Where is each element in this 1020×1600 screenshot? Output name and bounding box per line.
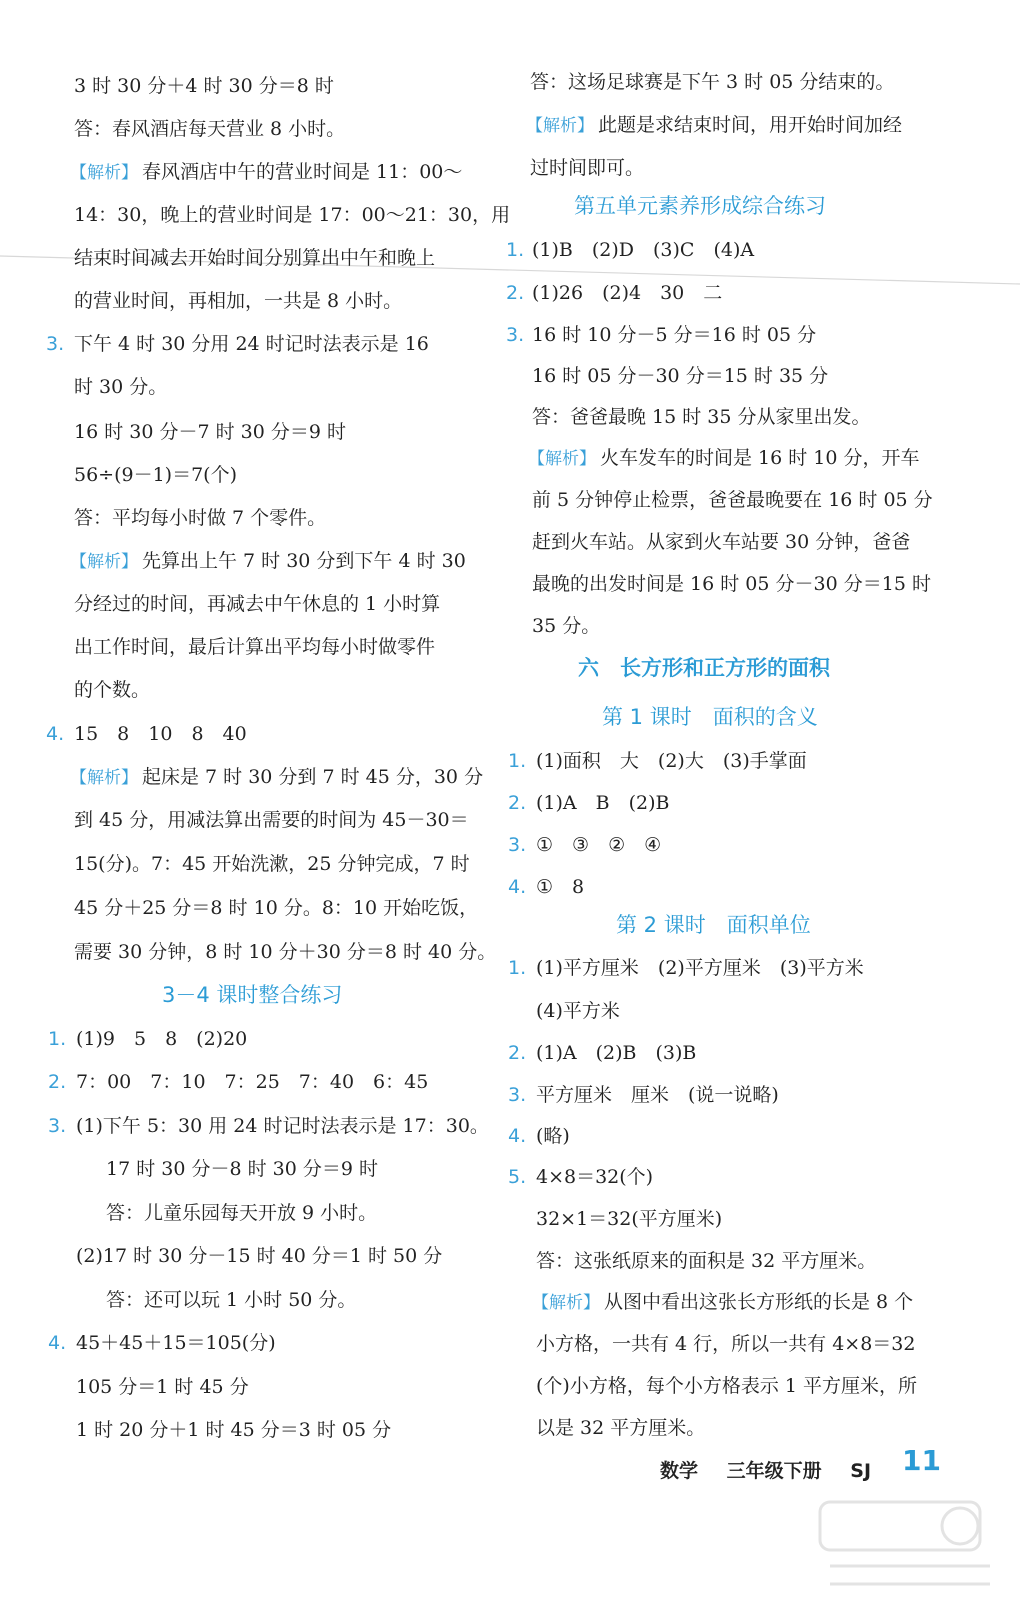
text-line: (略) bbox=[536, 1125, 570, 1147]
question-number: 4. bbox=[48, 1332, 67, 1354]
question-number: 4. bbox=[508, 876, 527, 898]
question-number: 3. bbox=[46, 333, 65, 355]
analysis-tag: 【解析】 bbox=[526, 116, 594, 136]
analysis-line bbox=[70, 763, 483, 792]
text-line: (个)小方格，每个小方格表示 1 平方厘米，所 bbox=[536, 1375, 917, 1397]
analysis-line bbox=[526, 111, 902, 140]
footer-grade: 三年级下册 bbox=[726, 1460, 822, 1482]
text-line: ① 8 bbox=[536, 876, 585, 898]
question-number: 3. bbox=[48, 1115, 67, 1137]
question-number: 1. bbox=[508, 957, 527, 979]
text-line: 32×1＝32(平方厘米) bbox=[536, 1208, 723, 1230]
footer-subject: 数学 bbox=[660, 1460, 699, 1482]
text-line: 赶到火车站。从家到火车站要 30 分钟，爸爸 bbox=[532, 531, 911, 553]
text-line: (1)下午 5：30 用 24 时记时法表示是 17：30。 bbox=[76, 1115, 489, 1137]
text-line: 4×8＝32(个) bbox=[536, 1166, 654, 1188]
question-number: 2. bbox=[508, 1042, 527, 1064]
text-line: 45 分＋25 分＝8 时 10 分。8：10 开始吃饭， bbox=[74, 897, 479, 919]
text-line: 到 45 分，用减法算出需要的时间为 45－30＝ bbox=[74, 809, 469, 831]
section-heading: 3－4 课时整合练习 bbox=[162, 983, 343, 1007]
text-line: 16 时 05 分－30 分＝15 时 35 分 bbox=[532, 365, 829, 387]
text-line: 1 时 20 分＋1 时 45 分＝3 时 05 分 bbox=[76, 1419, 392, 1441]
question-number: 1. bbox=[506, 239, 525, 261]
text-line: 45＋45＋15＝105(分) bbox=[76, 1332, 276, 1354]
page-footer bbox=[660, 1456, 893, 1483]
text-line: 结束时间减去开始时间分别算出中午和晚上 bbox=[74, 247, 436, 269]
question-number: 2. bbox=[48, 1071, 67, 1093]
text-line: (4)平方米 bbox=[536, 1000, 620, 1022]
analysis-tag: 【解析】 bbox=[70, 552, 138, 572]
text-line: 小方格，一共有 4 行，所以一共有 4×8＝32 bbox=[536, 1333, 916, 1355]
question-number: 3. bbox=[508, 834, 527, 856]
answer-line: 答：这场足球赛是下午 3 时 05 分结束的。 bbox=[530, 71, 895, 93]
text-line: 最晚的出发时间是 16 时 05 分－30 分＝15 时 bbox=[532, 573, 931, 595]
analysis-line bbox=[532, 1288, 913, 1317]
question-number: 5. bbox=[508, 1166, 527, 1188]
question-number: 1. bbox=[508, 750, 527, 772]
answer-line: 答：这张纸原来的面积是 32 平方厘米。 bbox=[536, 1250, 877, 1272]
text-line: 需要 30 分钟，8 时 10 分＋30 分＝8 时 40 分。 bbox=[74, 941, 497, 963]
text-line: (2)17 时 30 分－15 时 40 分＝1 时 50 分 bbox=[76, 1245, 443, 1267]
analysis-text: 先算出上午 7 时 30 分到下午 4 时 30 bbox=[142, 550, 466, 572]
question-number: 3. bbox=[506, 324, 525, 346]
text-line: 56÷(9－1)＝7(个) bbox=[74, 464, 238, 486]
text-line: 的营业时间，再相加，一共是 8 小时。 bbox=[74, 290, 403, 312]
text-line: 3 时 30 分＋4 时 30 分＝8 时 bbox=[74, 75, 334, 97]
text-line: 前 5 分钟停止检票，爸爸最晚要在 16 时 05 分 bbox=[532, 489, 933, 511]
answer-line: 答：爸爸最晚 15 时 35 分从家里出发。 bbox=[532, 406, 871, 428]
analysis-tag: 【解析】 bbox=[70, 768, 138, 788]
analysis-tag: 【解析】 bbox=[70, 163, 138, 183]
text-line: (1)A B (2)B bbox=[536, 792, 670, 814]
lesson-heading: 第 2 课时 面积单位 bbox=[616, 913, 811, 937]
text-line: 平方厘米 厘米 (说一说略) bbox=[536, 1084, 779, 1106]
text-line: (1)B (2)D (3)C (4)A bbox=[532, 239, 755, 261]
text-line: (1)9 5 8 (2)20 bbox=[76, 1028, 248, 1050]
footer-edition: SJ bbox=[850, 1460, 872, 1482]
text-line: 16 时 10 分－5 分＝16 时 05 分 bbox=[532, 324, 817, 346]
question-number: 4. bbox=[508, 1125, 527, 1147]
analysis-line bbox=[70, 158, 462, 187]
analysis-tag: 【解析】 bbox=[528, 449, 596, 469]
page-number: 11 bbox=[902, 1444, 941, 1477]
question-number: 2. bbox=[508, 792, 527, 814]
text-line: 时 30 分。 bbox=[74, 376, 168, 398]
text-line: (1)面积 大 (2)大 (3)手掌面 bbox=[536, 750, 807, 772]
answer-line: 答：平均每小时做 7 个零件。 bbox=[74, 507, 327, 529]
watermark-logo bbox=[800, 1496, 1000, 1596]
lesson-heading: 第 1 课时 面积的含义 bbox=[602, 705, 818, 729]
question-number: 1. bbox=[48, 1028, 67, 1050]
text-line: (1)平方厘米 (2)平方厘米 (3)平方米 bbox=[536, 957, 864, 979]
chapter-heading: 六 长方形和正方形的面积 bbox=[578, 656, 830, 680]
answer-line: 答：春风酒店每天营业 8 小时。 bbox=[74, 118, 346, 140]
question-number: 4. bbox=[46, 723, 65, 745]
analysis-text: 火车发车的时间是 16 时 10 分，开车 bbox=[600, 447, 920, 469]
analysis-text: 从图中看出这张长方形纸的长是 8 个 bbox=[604, 1291, 914, 1313]
text-line: 14：30，晚上的营业时间是 17：00～21：30，用 bbox=[74, 204, 511, 226]
text-line: 16 时 30 分－7 时 30 分＝9 时 bbox=[74, 421, 346, 443]
text-line: 15 8 10 8 40 bbox=[74, 723, 247, 745]
question-number: 3. bbox=[508, 1084, 527, 1106]
analysis-line bbox=[528, 444, 920, 473]
text-line: 下午 4 时 30 分用 24 时记时法表示是 16 bbox=[74, 333, 429, 355]
text-line: 15(分)。7：45 开始洗漱，25 分钟完成，7 时 bbox=[74, 853, 470, 875]
question-number: 2. bbox=[506, 282, 525, 304]
text-line: ① ③ ② ④ bbox=[536, 834, 662, 856]
section-heading: 第五单元素养形成综合练习 bbox=[574, 194, 826, 218]
text-line: 以是 32 平方厘米。 bbox=[536, 1417, 706, 1439]
text-line: 的个数。 bbox=[74, 679, 151, 701]
answer-line: 答：儿童乐园每天开放 9 小时。 bbox=[106, 1202, 378, 1224]
analysis-text: 此题是求结束时间，用开始时间加经 bbox=[598, 114, 903, 136]
analysis-line bbox=[70, 547, 466, 576]
text-line: 分经过的时间，再减去中午休息的 1 小时算 bbox=[74, 593, 441, 615]
analysis-text: 起床是 7 时 30 分到 7 时 45 分，30 分 bbox=[142, 766, 484, 788]
text-line: 17 时 30 分－8 时 30 分＝9 时 bbox=[106, 1158, 378, 1180]
text-line: (1)A (2)B (3)B bbox=[536, 1042, 697, 1064]
analysis-text: 春风酒店中午的营业时间是 11：00～ bbox=[142, 161, 463, 183]
text-line: 35 分。 bbox=[532, 615, 601, 637]
answer-line: 答：还可以玩 1 小时 50 分。 bbox=[106, 1289, 357, 1311]
text-line: 出工作时间，最后计算出平均每小时做零件 bbox=[74, 636, 436, 658]
text-line: 105 分＝1 时 45 分 bbox=[76, 1376, 249, 1398]
analysis-tag: 【解析】 bbox=[532, 1293, 600, 1313]
text-line: (1)26 (2)4 30 二 bbox=[532, 282, 723, 304]
text-line: 过时间即可。 bbox=[530, 157, 645, 179]
text-line: 7：00 7：10 7：25 7：40 6：45 bbox=[76, 1071, 429, 1093]
